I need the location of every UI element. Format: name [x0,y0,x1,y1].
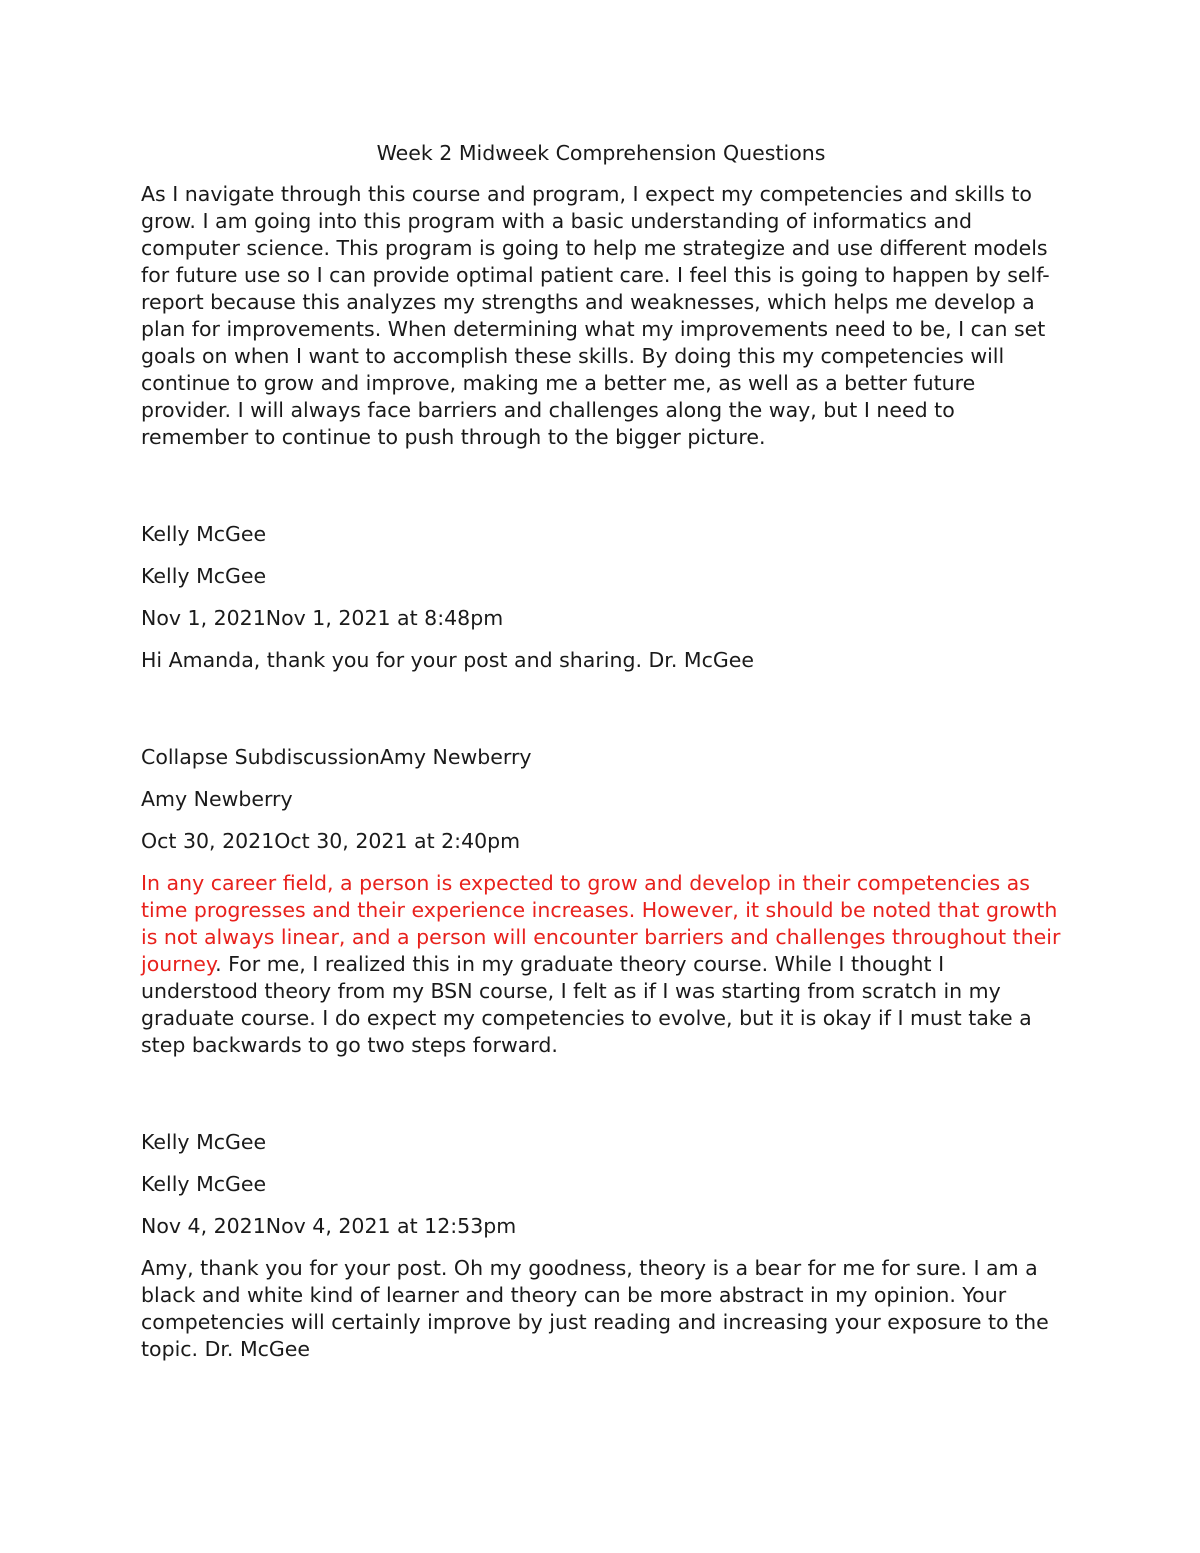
subdiscussion-body-rest: . For me, I realized this in my graduate theory course. While I thought I understood theory from my BSN course, I felt as if I was starting from scratch in my graduate course. I do expect my competencies to evolve, but it is okay if I must take a step backwards to go two steps forward. [141,952,1032,1057]
intro-paragraph: As I navigate through this course and program, I expect my competencies and skills to grow. I am going into this program with a basic understanding of informatics and computer science. This program is going to help me strategize and use different models for future use so I can provide optimal patient care. I feel this is going to happen by self-report because this analyzes my strengths and weaknesses, which helps me develop a plan for improvements. When determining what my improvements need to be, I can set goals on when I want to accomplish these skills. By doing this my competencies will continue to grow and improve, making me a better me, as well as a better future provider. I will always face barriers and challenges along the way, but I need to remember to continue to push through to the bigger picture. [141,182,1050,449]
reply1-date: Nov 1, 2021Nov 1, 2021 at 8:48pm [141,606,504,630]
reply1-author-repeat: Kelly McGee [141,564,267,588]
subdiscussion-body-highlighted: In any career field, a person is expected to grow and develop in their competencies as time progresses and their experience increases. However, it should be noted that growth is not always linear, and a person will encounter barriers and challenges throughout their journey [141,871,1061,976]
reply2-body: Amy, thank you for your post. Oh my goodness, theory is a bear for me for sure. I am a black and white kind of learner and theory can be more abstract in my opinion. Your competencies will certainly improve by just reading and increasing your exposure to the topic. Dr. McGee [141,1256,1049,1361]
subdiscussion-header: Collapse SubdiscussionAmy Newberry [141,745,532,769]
subdiscussion-author: Amy Newberry [141,787,293,811]
reply1-author: Kelly McGee [141,522,267,546]
reply2-author-repeat: Kelly McGee [141,1172,267,1196]
reply1-body: Hi Amanda, thank you for your post and sharing. Dr. McGee [141,648,754,672]
document-page [141,140,1061,1363]
reply2-author: Kelly McGee [141,1130,267,1154]
reply2-date: Nov 4, 2021Nov 4, 2021 at 12:53pm [141,1214,517,1238]
subdiscussion-body [141,870,1061,1059]
subdiscussion-date: Oct 30, 2021Oct 30, 2021 at 2:40pm [141,829,521,853]
document-title: Week 2 Midweek Comprehension Questions [376,141,826,165]
